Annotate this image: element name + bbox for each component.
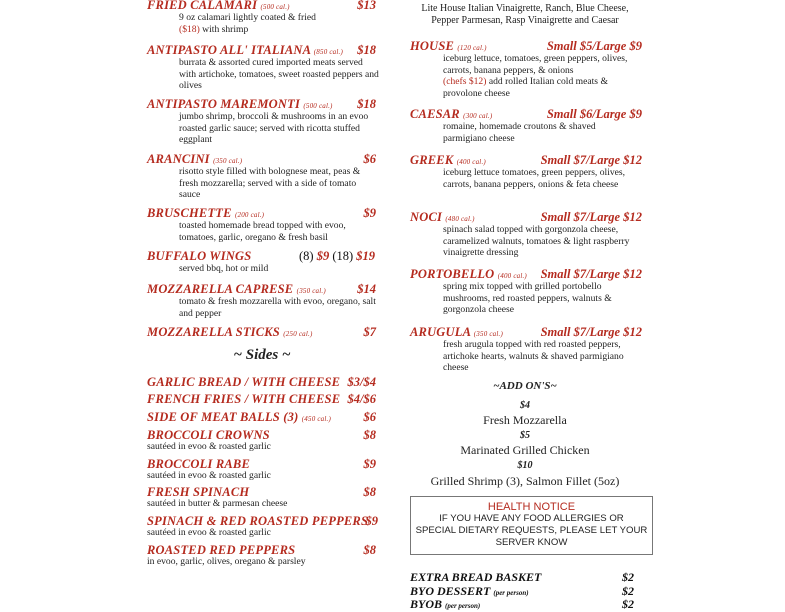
salad-price: Small $5/Large $9: [546, 39, 642, 53]
extra-item-name: BYO DESSERT (per person): [410, 584, 529, 598]
menu-item-description: risotto style filled with bolognese meat, peas & fresh mozzarella; served with a side of tomato sauce: [179, 166, 361, 201]
addon-price: $5: [520, 430, 530, 441]
salad-price: Small $7/Large $12: [540, 153, 642, 167]
side-item-name: BROCCOLI CROWNS: [147, 428, 270, 442]
health-notice-box: [410, 496, 653, 555]
salad-price: Small $7/Large $12: [540, 325, 642, 339]
salad-description: spring mix topped with grilled portobello mushrooms, red roasted peppers, walnuts & gorgonzola cheese: [443, 281, 612, 316]
extra-item-price: $2: [622, 584, 634, 598]
side-item-price: $4/$6: [347, 392, 376, 406]
side-item-price: $8: [363, 485, 376, 499]
side-item-name: GARLIC BREAD / WITH CHEESE: [147, 375, 341, 389]
menu-item-description: toasted homemade bread topped with evoo, tomatoes, garlic, oregano & fresh basil: [179, 220, 346, 243]
menu-item-price: $9: [363, 206, 376, 220]
salad-price: Small $6/Large $9: [546, 107, 642, 121]
side-item-name: SIDE OF MEAT BALLS (3) (450 cal.): [147, 410, 331, 424]
salad-name: CAESAR (300 cal.): [410, 107, 493, 121]
side-item-name: ROASTED RED PEPPERS: [147, 543, 296, 557]
menu-item-description: tomato & fresh mozzarella with evoo, oregano, salt and pepper: [179, 296, 376, 319]
addon-item: Grilled Shrimp (3), Salmon Fillet (5oz): [430, 474, 620, 488]
side-item-description: sautéed in evoo & roasted garlic: [147, 527, 271, 538]
side-item-description: sautéed in evoo & roasted garlic: [147, 441, 271, 452]
side-item-name: SPINACH & RED ROASTED PEPPERS: [147, 514, 369, 528]
salad-description: iceburg lettuce tomatoes, green peppers, olives, carrots, banana peppers, onions & feta cheese: [443, 167, 626, 190]
health-notice-title: HEALTH NOTICE: [487, 501, 576, 513]
sides-heading: ~ Sides ~: [233, 347, 291, 363]
side-item-price: $9: [365, 514, 378, 528]
side-item-price: $3/$4: [347, 375, 376, 389]
salad-name: HOUSE (120 cal.): [410, 39, 487, 53]
menu-item-name: BUFFALO WINGS: [147, 249, 252, 263]
side-item-description: sautéed in butter & parmesan cheese: [147, 498, 288, 509]
extra-item-name: BYOB (per person): [410, 597, 481, 611]
menu-item-name: MOZZARELLA STICKS (250 cal.): [147, 325, 313, 339]
menu-item-name: BRUSCHETTE (200 cal.): [147, 206, 265, 220]
dressing-options: Lite House Italian Vinaigrette, Ranch, Blue Cheese, Pepper Parmesan, Rasp Vinaigrette and Caesar: [421, 3, 629, 26]
addon-item: Marinated Grilled Chicken: [460, 443, 590, 457]
side-item-description: sautéed in evoo & roasted garlic: [147, 470, 271, 481]
salad-description: iceburg lettuce, tomatoes, green peppers, olives, carrots, banana peppers, & onions (chefs $12) add rolled Italian cold meats & provolone cheese: [443, 53, 628, 99]
salad-description: fresh arugula topped with red roasted peppers, artichoke hearts, walnuts & shaved parmigiano cheese: [443, 339, 624, 374]
extra-item-name: EXTRA BREAD BASKET: [410, 570, 542, 584]
extra-item-price: $2: [622, 570, 634, 584]
health-notice-text: IF YOU HAVE ANY FOOD ALLERGIES OR SPECIAL DIETARY REQUESTS, PLEASE LET YOUR SERVER KNOW: [415, 513, 648, 548]
salad-name: ARUGULA (350 cal.): [410, 325, 503, 339]
side-item-name: FRESH SPINACH: [147, 485, 250, 499]
menu-item-price: $18: [357, 97, 376, 111]
menu-item-price: $18: [357, 43, 376, 57]
menu-item-price: $7: [363, 325, 376, 339]
addon-item: Fresh Mozzarella: [483, 413, 567, 427]
menu-item-name: MOZZARELLA CAPRESE (350 cal.): [147, 282, 326, 296]
side-item-description: in evoo, garlic, olives, oregano & parsley: [147, 556, 306, 567]
menu-item-name: ANTIPASTO MAREMONTI (500 cal.): [147, 97, 333, 111]
salad-description: romaine, homemade croutons & shaved parmigiano cheese: [443, 121, 596, 144]
salad-name: PORTOBELLO (400 cal.): [410, 267, 527, 281]
side-item-price: $6: [363, 410, 376, 424]
salad-price: Small $7/Large $12: [540, 267, 642, 281]
addon-price: $10: [517, 460, 533, 471]
addons-heading: ~ADD ON'S~: [493, 380, 557, 392]
menu-item-description: burrata & assorted cured imported meats served with artichoke, tomatoes, sweet roasted peppers and olives: [179, 57, 379, 92]
menu-item-description: served bbq, hot or mild: [179, 263, 269, 274]
menu-item-name: ANTIPASTO ALL' ITALIANA (850 cal.): [147, 43, 343, 57]
menu-item-price-options: (8) $9 (18) $19: [299, 249, 376, 263]
menu-item-description: 9 oz calamari lightly coated & fried ($18) with shrimp: [179, 12, 316, 35]
extra-item-price: $2: [622, 597, 634, 611]
side-item-name: FRENCH FRIES / WITH CHEESE: [147, 392, 341, 406]
menu-item-price: $14: [357, 282, 376, 296]
salad-description: spinach salad topped with gorgonzola cheese, caramelized walnuts, tomatoes & light raspberry vinaigrette dressing: [443, 224, 630, 259]
side-item-price: $9: [363, 457, 376, 471]
menu-item-name: ARANCINI (350 cal.): [147, 152, 243, 166]
salad-name: GREEK (400 cal.): [410, 153, 486, 167]
salad-price: Small $7/Large $12: [540, 210, 642, 224]
side-item-name: BROCCOLI RABE: [147, 457, 250, 471]
menu-item-price: $13: [357, 0, 376, 12]
menu-item-description: jumbo shrimp, broccoli & mushrooms in an evoo roasted garlic sauce; served with ricotta stuffed eggplant: [179, 111, 369, 146]
side-item-price: $8: [363, 428, 376, 442]
menu-item-name: FRIED CALAMARI (500 cal.): [147, 0, 290, 12]
side-item-price: $8: [363, 543, 376, 557]
addon-price: $4: [520, 400, 530, 411]
menu-item-price: $6: [363, 152, 376, 166]
salad-name: NOCI (480 cal.): [410, 210, 475, 224]
